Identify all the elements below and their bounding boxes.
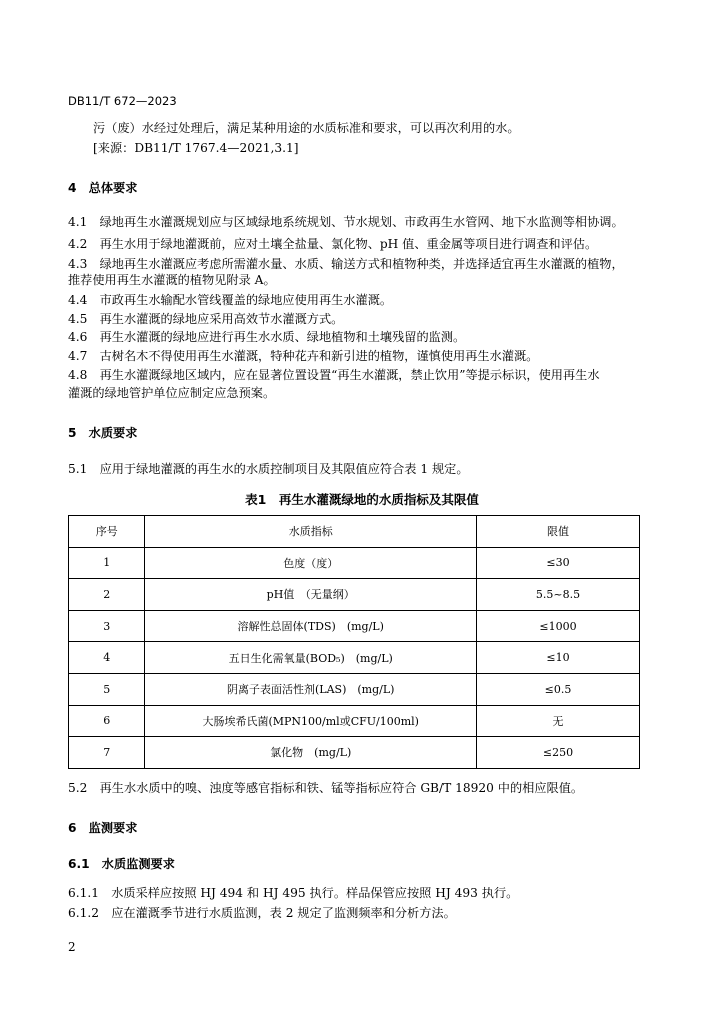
section-5-heading: 5 水质要求	[68, 426, 138, 440]
table-1-title: 表1 再生水灌溉绿地的水质指标及其限值	[245, 492, 479, 507]
cell-indicator: 氯化物 (mg/L)	[145, 737, 477, 769]
column-header-limit: 限值	[477, 516, 640, 548]
clause-4-3: 4.3 绿地再生水灌溉应考虑所需灌水量、水质、输送方式和植物种类，并选择适宜再生水灌溉的植物，	[68, 257, 624, 271]
cell-seq: 2	[69, 579, 145, 611]
cell-seq: 4	[69, 642, 145, 674]
cell-seq: 3	[69, 610, 145, 642]
clause-6-1-1: 6.1.1 水质采样应按照 HJ 494 和 HJ 495 执行。样品保管应按照 HJ 493 执行。	[68, 886, 519, 900]
cell-limit: 5.5~8.5	[477, 579, 640, 611]
cell-limit: ≤1000	[477, 610, 640, 642]
clause-5-2: 5.2 再生水水质中的嗅、浊度等感官指标和铁、锰等指标应符合 GB/T 18920 中的相应限值。	[68, 781, 584, 795]
cell-seq: 5	[69, 673, 145, 705]
clause-4-4: 4.4 市政再生水输配水管线覆盖的绿地应使用再生水灌溉。	[68, 293, 393, 307]
table-header-row	[69, 516, 640, 548]
cell-seq: 7	[69, 737, 145, 769]
cell-seq: 1	[69, 547, 145, 579]
cell-indicator: 大肠埃希氏菌(MPN100/ml或CFU/100ml)	[145, 705, 477, 737]
definition-source: [来源：DB11/T 1767.4—2021,3.1]	[93, 141, 299, 155]
cell-seq: 6	[69, 705, 145, 737]
cell-limit: ≤10	[477, 642, 640, 674]
cell-limit: ≤250	[477, 737, 640, 769]
table-row	[69, 547, 640, 579]
cell-indicator: 阴离子表面活性剂(LAS) (mg/L)	[145, 673, 477, 705]
clause-4-8-cont: 灌溉的绿地管护单位应制定应急预案。	[68, 386, 276, 400]
water-quality-table	[68, 515, 640, 769]
cell-limit: ≤0.5	[477, 673, 640, 705]
table-row	[69, 610, 640, 642]
page-number: 2	[68, 940, 76, 954]
section-6-heading: 6 监测要求	[68, 821, 138, 835]
table-row	[69, 705, 640, 737]
clause-6-1-2: 6.1.2 应在灌溉季节进行水质监测，表 2 规定了监测频率和分析方法。	[68, 906, 456, 920]
section-4-heading: 4 总体要求	[68, 181, 138, 195]
standard-code-header: DB11/T 672—2023	[68, 94, 177, 108]
cell-indicator: pH值 （无量纲）	[145, 579, 477, 611]
clause-4-7: 4.7 古树名木不得使用再生水灌溉，特种花卉和新引进的植物，谨慎使用再生水灌溉。	[68, 349, 539, 363]
table-row	[69, 579, 640, 611]
column-header-seq: 序号	[69, 516, 145, 548]
table-row	[69, 737, 640, 769]
subsection-6-1-heading: 6.1 水质监测要求	[68, 857, 175, 871]
cell-limit: 无	[477, 705, 640, 737]
clause-4-5: 4.5 再生水灌溉的绿地应采用高效节水灌溉方式。	[68, 312, 344, 326]
definition-text: 污（废）水经过处理后，满足某种用途的水质标准和要求，可以再次利用的水。	[93, 121, 520, 135]
table-row	[69, 673, 640, 705]
clause-4-8: 4.8 再生水灌溉绿地区域内，应在显著位置设置“再生水灌溉，禁止饮用”等提示标识，使用再生水	[68, 368, 600, 382]
cell-indicator: 溶解性总固体(TDS) (mg/L)	[145, 610, 477, 642]
table-row	[69, 642, 640, 674]
cell-indicator: 五日生化需氧量(BOD₅) (mg/L)	[145, 642, 477, 674]
clause-4-1: 4.1 绿地再生水灌溉规划应与区域绿地系统规划、节水规划、市政再生水管网、地下水监测等相协调。	[68, 215, 624, 229]
clause-4-2: 4.2 再生水用于绿地灌溉前，应对土壤全盐量、氯化物、pH 值、重金属等项目进行调查和评估。	[68, 237, 598, 251]
clause-4-6: 4.6 再生水灌溉的绿地应进行再生水水质、绿地植物和土壤残留的监测。	[68, 330, 466, 344]
cell-limit: ≤30	[477, 547, 640, 579]
clause-5-1: 5.1 应用于绿地灌溉的再生水的水质控制项目及其限值应符合表 1 规定。	[68, 462, 469, 476]
clause-4-3-cont: 推荐使用再生水灌溉的植物见附录 A。	[68, 273, 276, 287]
cell-indicator: 色度（度）	[145, 547, 477, 579]
column-header-indicator: 水质指标	[145, 516, 477, 548]
